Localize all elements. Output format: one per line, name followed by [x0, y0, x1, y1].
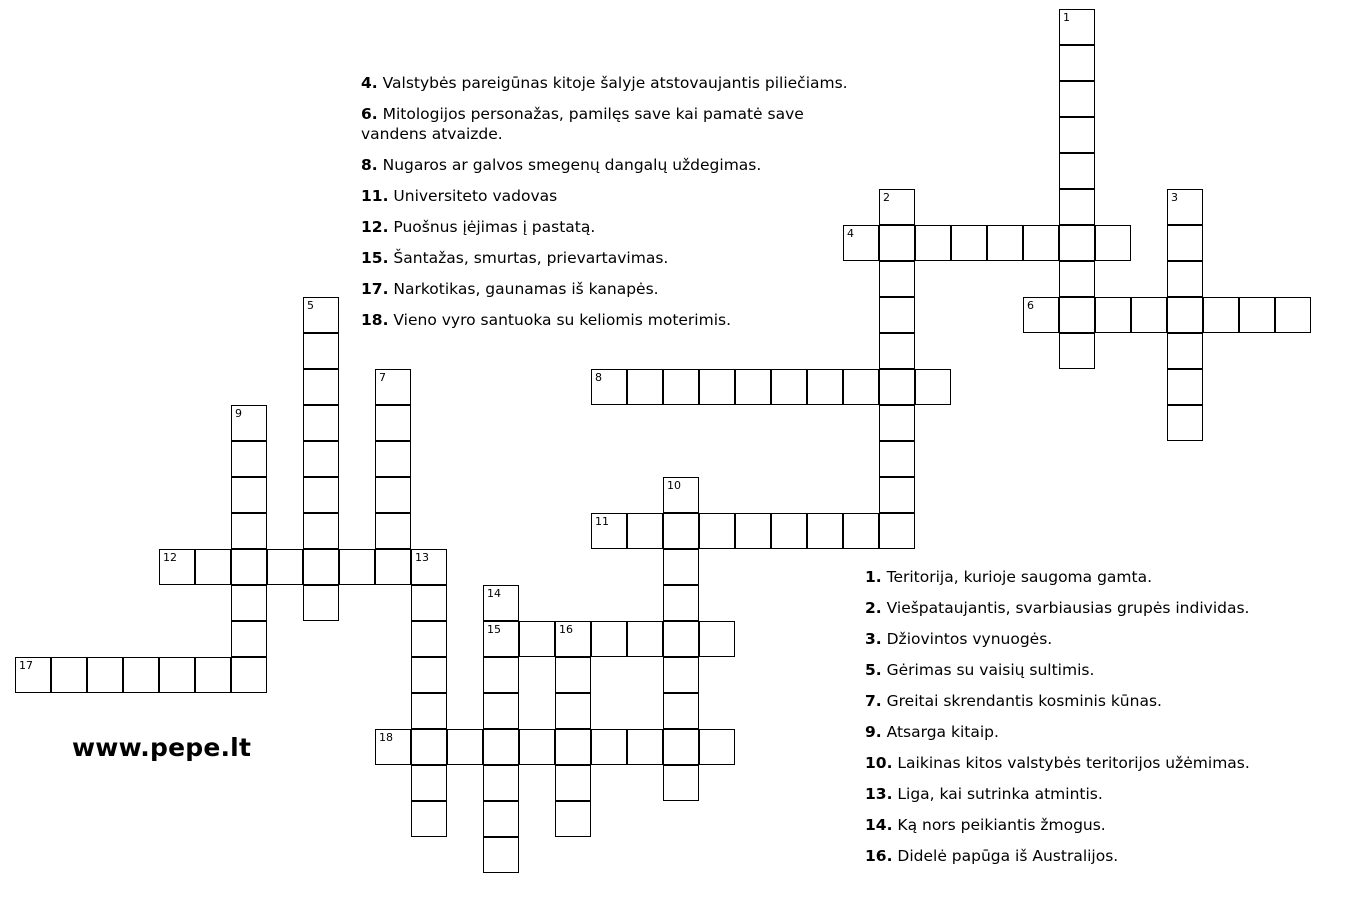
clue-number: 2.: [865, 599, 882, 617]
clue-text: Didelė papūga iš Australijos.: [897, 847, 1119, 865]
crossword-cell[interactable]: [1275, 297, 1311, 333]
crossword-cell[interactable]: [483, 729, 519, 765]
crossword-cell[interactable]: [627, 513, 663, 549]
crossword-cell[interactable]: [1167, 261, 1203, 297]
cell-number: 4: [847, 227, 854, 240]
crossword-cell[interactable]: [807, 513, 843, 549]
clue-number: 3.: [865, 630, 882, 648]
crossword-cell[interactable]: [1167, 297, 1203, 333]
clue-number: 14.: [865, 816, 893, 834]
crossword-cell[interactable]: [483, 765, 519, 801]
crossword-cell[interactable]: [231, 405, 267, 441]
crossword-cell[interactable]: [303, 585, 339, 621]
crossword-cell[interactable]: [699, 369, 735, 405]
crossword-cell[interactable]: [879, 297, 915, 333]
cell-number: 2: [883, 191, 890, 204]
crossword-cell[interactable]: [411, 621, 447, 657]
crossword-cell[interactable]: [15, 657, 51, 693]
down-clue: [865, 722, 1335, 742]
cell-number: 1: [1063, 11, 1070, 24]
crossword-cell[interactable]: [699, 729, 735, 765]
crossword-cell[interactable]: [303, 513, 339, 549]
clue-number: 11.: [361, 187, 389, 205]
cell-number: 16: [559, 623, 573, 636]
crossword-cell[interactable]: [1059, 225, 1095, 261]
down-clue: [865, 784, 1335, 804]
crossword-cell[interactable]: [879, 513, 915, 549]
crossword-cell[interactable]: [303, 297, 339, 333]
down-clue: [865, 660, 1335, 680]
down-clue: [865, 629, 1335, 649]
crossword-cell[interactable]: [879, 261, 915, 297]
clue-number: 17.: [361, 280, 389, 298]
crossword-cell[interactable]: [951, 225, 987, 261]
crossword-cell[interactable]: [771, 513, 807, 549]
crossword-cell[interactable]: [807, 369, 843, 405]
crossword-cell[interactable]: [879, 225, 915, 261]
down-clue: [865, 753, 1335, 773]
crossword-cell[interactable]: [519, 621, 555, 657]
crossword-cell[interactable]: [699, 621, 735, 657]
down-clues: [865, 567, 1335, 877]
crossword-cell[interactable]: [267, 549, 303, 585]
crossword-cell[interactable]: [555, 621, 591, 657]
crossword-cell[interactable]: [1059, 261, 1095, 297]
crossword-cell[interactable]: [303, 441, 339, 477]
clue-text: Puošnus įėjimas į pastatą.: [393, 218, 596, 236]
clue-number: 6.: [361, 105, 378, 123]
across-clue: [361, 104, 866, 144]
clue-number: 18.: [361, 311, 389, 329]
crossword-cell[interactable]: [303, 549, 339, 585]
crossword-cell[interactable]: [879, 477, 915, 513]
crossword-cell[interactable]: [1059, 117, 1095, 153]
crossword-cell[interactable]: [879, 189, 915, 225]
clue-number: 12.: [361, 218, 389, 236]
crossword-cell[interactable]: [843, 513, 879, 549]
crossword-cell[interactable]: [1059, 81, 1095, 117]
crossword-cell[interactable]: [159, 549, 195, 585]
crossword-cell[interactable]: [843, 369, 879, 405]
clue-number: 9.: [865, 723, 882, 741]
crossword-cell[interactable]: [159, 657, 195, 693]
crossword-cell[interactable]: [1059, 45, 1095, 81]
crossword-cell[interactable]: [627, 729, 663, 765]
cell-number: 9: [235, 407, 242, 420]
crossword-cell[interactable]: [663, 621, 699, 657]
crossword-cell[interactable]: [663, 765, 699, 801]
crossword-cell[interactable]: [699, 513, 735, 549]
clue-number: 8.: [361, 156, 378, 174]
crossword-cell[interactable]: [411, 729, 447, 765]
across-clue: [361, 217, 866, 237]
crossword-cell[interactable]: [303, 405, 339, 441]
cell-number: 17: [19, 659, 33, 672]
crossword-cell[interactable]: [1059, 189, 1095, 225]
crossword-cell[interactable]: [231, 585, 267, 621]
across-clue: [361, 186, 866, 206]
crossword-cell[interactable]: [447, 729, 483, 765]
crossword-cell[interactable]: [483, 801, 519, 837]
down-clue: [865, 691, 1335, 711]
crossword-cell[interactable]: [591, 369, 627, 405]
clue-number: 5.: [865, 661, 882, 679]
cell-number: 5: [307, 299, 314, 312]
crossword-cell[interactable]: [1203, 297, 1239, 333]
crossword-cell[interactable]: [411, 801, 447, 837]
crossword-cell[interactable]: [411, 657, 447, 693]
crossword-cell[interactable]: [303, 369, 339, 405]
clue-text: Vieno vyro santuoka su keliomis moterimis.: [393, 311, 732, 329]
clue-text: Teritorija, kurioje saugoma gamta.: [886, 568, 1153, 586]
clue-text: Liga, kai sutrinka atmintis.: [897, 785, 1103, 803]
crossword-cell[interactable]: [231, 621, 267, 657]
down-clue: [865, 567, 1335, 587]
crossword-cell[interactable]: [1095, 297, 1131, 333]
clue-text: Greitai skrendantis kosminis kūnas.: [886, 692, 1162, 710]
crossword-cell[interactable]: [483, 693, 519, 729]
crossword-cell[interactable]: [879, 405, 915, 441]
cell-number: 13: [415, 551, 429, 564]
cell-number: 7: [379, 371, 386, 384]
crossword-cell[interactable]: [879, 369, 915, 405]
crossword-cell[interactable]: [1023, 225, 1059, 261]
clue-text: Universiteto vadovas: [393, 187, 558, 205]
crossword-cell[interactable]: [87, 657, 123, 693]
crossword-cell[interactable]: [51, 657, 87, 693]
crossword-cell[interactable]: [303, 333, 339, 369]
crossword-cell[interactable]: [555, 801, 591, 837]
crossword-cell[interactable]: [123, 657, 159, 693]
clue-number: 1.: [865, 568, 882, 586]
cell-number: 14: [487, 587, 501, 600]
cell-number: 15: [487, 623, 501, 636]
crossword-cell[interactable]: [735, 369, 771, 405]
across-clue: [361, 310, 866, 330]
crossword-cell[interactable]: [663, 693, 699, 729]
crossword-cell[interactable]: [879, 441, 915, 477]
clue-number: 4.: [361, 74, 378, 92]
crossword-cell[interactable]: [1059, 153, 1095, 189]
clue-text: Narkotikas, gaunamas iš kanapės.: [393, 280, 659, 298]
crossword-cell[interactable]: [483, 657, 519, 693]
crossword-cell[interactable]: [627, 369, 663, 405]
crossword-cell[interactable]: [519, 729, 555, 765]
crossword-cell[interactable]: [1095, 225, 1131, 261]
crossword-cell[interactable]: [591, 513, 627, 549]
crossword-cell[interactable]: [555, 729, 591, 765]
crossword-cell[interactable]: [987, 225, 1023, 261]
clue-number: 7.: [865, 692, 882, 710]
across-clues: [361, 73, 866, 341]
crossword-cell[interactable]: [411, 693, 447, 729]
clue-text: Laikinas kitos valstybės teritorijos užėmimas.: [897, 754, 1250, 772]
crossword-cell[interactable]: [1131, 297, 1167, 333]
cell-number: 10: [667, 479, 681, 492]
crossword-cell[interactable]: [411, 765, 447, 801]
crossword-cell[interactable]: [375, 477, 411, 513]
crossword-cell[interactable]: [663, 477, 699, 513]
crossword-cell[interactable]: [303, 477, 339, 513]
clue-text: Šantažas, smurtas, prievartavimas.: [393, 249, 669, 267]
crossword-cell[interactable]: [231, 477, 267, 513]
crossword-cell[interactable]: [627, 621, 663, 657]
cell-number: 18: [379, 731, 393, 744]
crossword-cell[interactable]: [375, 513, 411, 549]
crossword-cell[interactable]: [1023, 297, 1059, 333]
crossword-cell[interactable]: [231, 549, 267, 585]
crossword-cell[interactable]: [663, 369, 699, 405]
crossword-cell[interactable]: [1059, 9, 1095, 45]
cell-number: 6: [1027, 299, 1034, 312]
clue-text: Džiovintos vynuogės.: [886, 630, 1053, 648]
across-clue: [361, 73, 866, 93]
crossword-cell[interactable]: [375, 441, 411, 477]
crossword-cell[interactable]: [411, 549, 447, 585]
clue-number: 10.: [865, 754, 893, 772]
crossword-cell[interactable]: [591, 729, 627, 765]
cell-number: 11: [595, 515, 609, 528]
crossword-cell[interactable]: [411, 585, 447, 621]
crossword-cell[interactable]: [663, 657, 699, 693]
cell-number: 3: [1171, 191, 1178, 204]
site-logo: www.pepe.lt: [72, 733, 252, 762]
clue-number: 16.: [865, 847, 893, 865]
clue-text: Valstybės pareigūnas kitoje šalyje atstovaujantis piliečiams.: [382, 74, 848, 92]
across-clue: [361, 155, 866, 175]
crossword-cell[interactable]: [663, 549, 699, 585]
crossword-cell[interactable]: [1059, 333, 1095, 369]
crossword-cell[interactable]: [1167, 369, 1203, 405]
down-clue: [865, 815, 1335, 835]
crossword-cell[interactable]: [1167, 333, 1203, 369]
down-clue: [865, 598, 1335, 618]
crossword-cell[interactable]: [663, 729, 699, 765]
clue-text: Viešpataujantis, svarbiausias grupės individas.: [886, 599, 1250, 617]
crossword-cell[interactable]: [591, 621, 627, 657]
across-clue: [361, 248, 866, 268]
crossword-cell[interactable]: [771, 369, 807, 405]
crossword-cell[interactable]: [555, 693, 591, 729]
crossword-cell[interactable]: [1239, 297, 1275, 333]
crossword-cell[interactable]: [555, 657, 591, 693]
across-clue: [361, 279, 866, 299]
crossword-cell[interactable]: [195, 657, 231, 693]
clue-text: Ką nors peikiantis žmogus.: [897, 816, 1106, 834]
crossword-cell[interactable]: [915, 225, 951, 261]
crossword-cell[interactable]: [375, 369, 411, 405]
clue-text: Mitologijos personažas, pamilęs save kai pamatė save vandens atvaizde.: [361, 105, 804, 143]
clue-number: 15.: [361, 249, 389, 267]
down-clue: [865, 846, 1335, 866]
crossword-cell[interactable]: [555, 765, 591, 801]
crossword-cell[interactable]: [663, 585, 699, 621]
crossword-cell[interactable]: [375, 405, 411, 441]
cell-number: 8: [595, 371, 602, 384]
crossword-cell[interactable]: [339, 549, 375, 585]
crossword-cell[interactable]: [231, 513, 267, 549]
crossword-cell[interactable]: [1167, 225, 1203, 261]
crossword-cell[interactable]: [735, 513, 771, 549]
clue-text: Nugaros ar galvos smegenų dangalų uždegimas.: [382, 156, 762, 174]
crossword-cell[interactable]: [663, 513, 699, 549]
crossword-cell[interactable]: [231, 441, 267, 477]
crossword-cell[interactable]: [1167, 405, 1203, 441]
cell-number: 12: [163, 551, 177, 564]
clue-text: Atsarga kitaip.: [886, 723, 999, 741]
crossword-cell[interactable]: [231, 657, 267, 693]
crossword-cell[interactable]: [375, 549, 411, 585]
crossword-cell[interactable]: [375, 729, 411, 765]
crossword-cell[interactable]: [1167, 189, 1203, 225]
crossword-cell[interactable]: [195, 549, 231, 585]
crossword-cell[interactable]: [879, 333, 915, 369]
crossword-cell[interactable]: [915, 369, 951, 405]
clue-number: 13.: [865, 785, 893, 803]
clue-text: Gėrimas su vaisių sultimis.: [886, 661, 1095, 679]
crossword-cell[interactable]: [483, 621, 519, 657]
crossword-cell[interactable]: [483, 585, 519, 621]
crossword-cell[interactable]: [1059, 297, 1095, 333]
crossword-cell[interactable]: [483, 837, 519, 873]
